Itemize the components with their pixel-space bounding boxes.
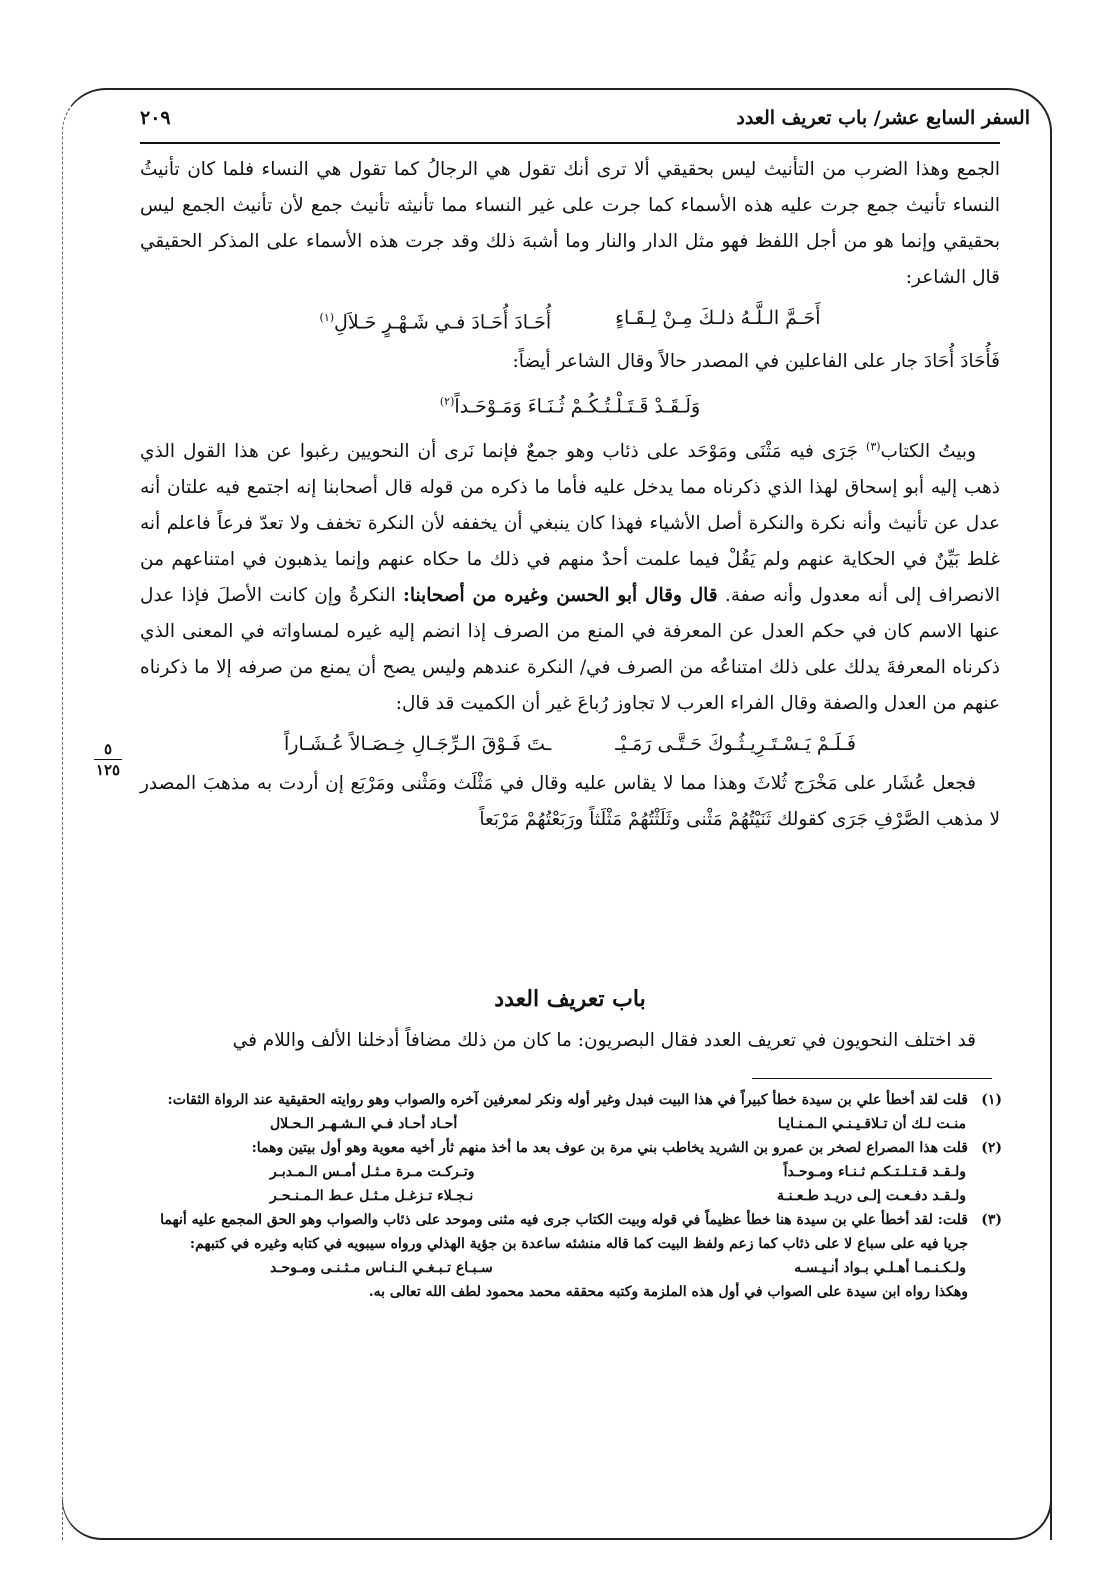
verse-hemistich-second: وتـركـت مـرة مـثـل أمـس الـمـدبـر [270, 1164, 475, 1180]
main-text [140, 152, 1000, 838]
footnote-verse [140, 1112, 1002, 1136]
verse-hemistich-second: أحـاد أحـاد فـي الـشـهـر الـحـلال [270, 1116, 458, 1132]
paragraph: فَأُحَادَ أُحَادَ جار على الفاعلين في المصدر حالاً وقال الشاعر أيضاً: [512, 351, 1000, 373]
paragraph-text: النكرةُ وإن كانت الأصلَ فإذا عدل عنها الاسم كان في حكم العدل عن المعرفة في المنع من الصرف إذا انضم إليه غيره لمساواته في المعنى الذي ذكرناه المعرفةَ يدلك على ذلك امتناعُه من الصرف في/ النكرة عندهم وليس يصح أن يمنع من صرفه إلا ما ذكرناه عنهم من العدل والصفة وقال الفراء العرب لا تجاوز رُباعَ غير أن الكميت قد قال: [140, 584, 1000, 714]
footnote-ref: (٣) [866, 439, 881, 453]
footnote-number: (١) [981, 1092, 1002, 1108]
paragraph-start: وبيتُ الكتاب [880, 440, 977, 462]
verse-line [140, 382, 1000, 426]
footnote-indent [968, 1280, 1002, 1304]
verse-hemistich-first: ولـكـنـمـا أهـلـي بـواد أنـيـسـه [794, 1260, 966, 1276]
verse-hemistich-first: ولـقـد دفـعـت إلـى دريـد طـعـنـة [777, 1188, 966, 1204]
margin-ref-top: ٥ [103, 740, 113, 758]
header-rule [140, 142, 1000, 144]
verse-line [140, 298, 1000, 342]
paragraph: الجمع وهذا الضرب من التأنيث ليس بحقيقي ألا ترى أنك تقول هي الرجالُ كما تقول هي النساء فلما كان تأنيثُ النساء تأنيث جمع جرت عليه هذه الأسماء كما جرت على غير النساء مما تأنيثه تأنيث جمع لأن تأنيث الجمع ليس بحقيقي وإنما هو من أجل اللفظ فهو مثل الدار والنار وما أشبهَ ذلك وقد جرت هذه الأسماء على المذكر الحقيقي قال الشاعر: [140, 159, 1000, 288]
footnote-verse [140, 1256, 1002, 1280]
verse-hemistich-first: ولـقـد قـتـلـتـكـم ثـنـاء ومـوحـداً [783, 1164, 966, 1180]
paragraph [140, 429, 1000, 722]
footnote-rule [752, 1078, 992, 1079]
verse-hemistich-second: نـجـلاء تـزغـل مـثـل عـط الـمـنـحـر [270, 1188, 474, 1204]
footnote [140, 1136, 1002, 1160]
verse-text: أُحَـادَ أُحَـادَ فـي شَـهْـرٍ حَـلاَلِ [334, 311, 552, 334]
footnote-number: (٣) [981, 1212, 1002, 1228]
bold-phrase: قال وقال أبو الحسن وغيره من أصحابنا: [403, 584, 718, 606]
verse-hemistich-first: فَـلَـمْ يَـسْـتَـرِيـثُـوكَ حَـتَّـى رَمَـيْـ [615, 732, 856, 755]
verse-hemistich-second [320, 298, 552, 342]
footnote-verse [140, 1184, 1002, 1208]
footnote-verse [140, 1160, 1002, 1184]
footnote-ref: (٢) [439, 395, 455, 409]
footnote [140, 1208, 1002, 1256]
paragraph: فجعل عُشَار على مَخْرَج ثُلاثَ وهذا مما لا يقاس عليه وقال في مَثْلَث ومَثْنى ومَرْبَع إن أردت به مذهبَ المصدر لا مذهب الصَّرْفِ جَرَى كقولك ثَنَيْتُهُمْ مَثْنى وثَلَثْتُهُمْ مَثْلَثاً ورَبَعْتُهُمْ مَرْبَعاً [140, 772, 1000, 830]
page-number: ٢٠٩ [140, 107, 171, 129]
footnote-text: قلت: لقد أخطأ علي بن سيدة هنا خطأ عظيماً في قوله وبيت الكتاب جرى فيه مثنى وموحد على ذئاب والصواب وهو الحق المجمع عليه أنهما جريا فيه على سباع لا على ذئاب كما زعم ولفظ البيت كما قاله منشئه ساعدة بن جؤية الهذلي ورواه سيبويه في كتابه وغيره في كتبهم: [160, 1212, 968, 1252]
margin-ref-divider [94, 759, 122, 760]
verse-hemistich [440, 382, 700, 426]
footnote-ref: (١) [319, 311, 335, 324]
footnote [140, 1088, 1002, 1112]
footnote-text: قلت هذا المصراع لصخر بن عمرو بن الشريد يخاطب بني مرة بن عوف بعد ما أخذ منهم ثأر أخيه معوية وهو أول بيتين وهما: [251, 1140, 968, 1156]
paragraph-text: جَرَى فيه مَثْنَى ومَوْحَد على ذئاب وهو جمعٌ فإنما نَرى أن النحويين رغبوا عن هذا القول الذي ذهب إليه أبو إسحاق لهذا الذي ذكرناه مما يدخل عليه فأما ما ذكره من قوله قال أصحابنا إنه اجتمع فيه علتان أنه عدل عن تأنيث وأنه نكرة والنكرة أصل الأشياء فهذا كان ينبغي أن يخففه لأن النكرة تخفف ولا تعدّ فرعاً فاعلم أنه غلط بَيِّنٌ في الحكاية عنهم ولم يَقُلْ فيما علمت أحدٌ منهم في ذلك ما حكاه عنهم وإنما يذهبون في امتناعهم من الانصراف إلى أنه معدول وأنه صفة. [140, 440, 1001, 606]
footnotes [140, 1088, 1002, 1304]
footnote-text: قلت لقد أخطأ علي بن سيدة خطأ كبيراً في هذا البيت فبدل وغير أوله ونكر لمعرفين آخره والصواب وهو روايته الحقيقية عند الرواة الثقات: [167, 1092, 968, 1108]
running-header [140, 95, 1030, 129]
verse-hemistich-second: ـتَ فَـوْقَ الـرِّجَـالِ خِـصَـالاً عُـشَـاراً [284, 732, 552, 755]
footnote-number: (٢) [981, 1140, 1002, 1156]
verse-line [140, 724, 1000, 764]
margin-ref-bottom: ١٢٥ [95, 761, 121, 779]
verse-text: وَلَـقَـدْ قَـتَـلْـتُـكُـمْ ثُـنَـاءَ وَمَـوْحَـداً [454, 395, 701, 418]
section-title: باب تعريف العدد [494, 986, 646, 1012]
margin-page-ref [90, 740, 126, 779]
header-title: السفر السابع عشر/ باب تعريف العدد [736, 107, 1030, 129]
verse-hemistich-first: أَحَـمَّ الـلَّـهُ ذلـكَ مِـنْ لِـقَـاءٍ [615, 307, 821, 329]
footnote-tail [140, 1280, 1002, 1304]
section-first-line: قد اختلف النحويون في تعريف العدد فقال البصريون: ما كان من ذلك مضافاً أدخلنا الألف واللام في [232, 1030, 976, 1051]
page-frame-bottom [62, 1500, 1052, 1540]
verse-hemistich-first: منـت لـك أن تـلاقـيـنـي الـمـنـايـا [777, 1116, 966, 1132]
footnote-text: وهكذا رواه ابن سيدة على الصواب في أول هذه الملزمة وكتبه محققه محمد محمود لطف الله تعالى به. [368, 1284, 968, 1300]
verse-hemistich-second: سـبـاع تـبـغـي الـنـاس مـثـنـى ومـوحـد [270, 1260, 493, 1276]
